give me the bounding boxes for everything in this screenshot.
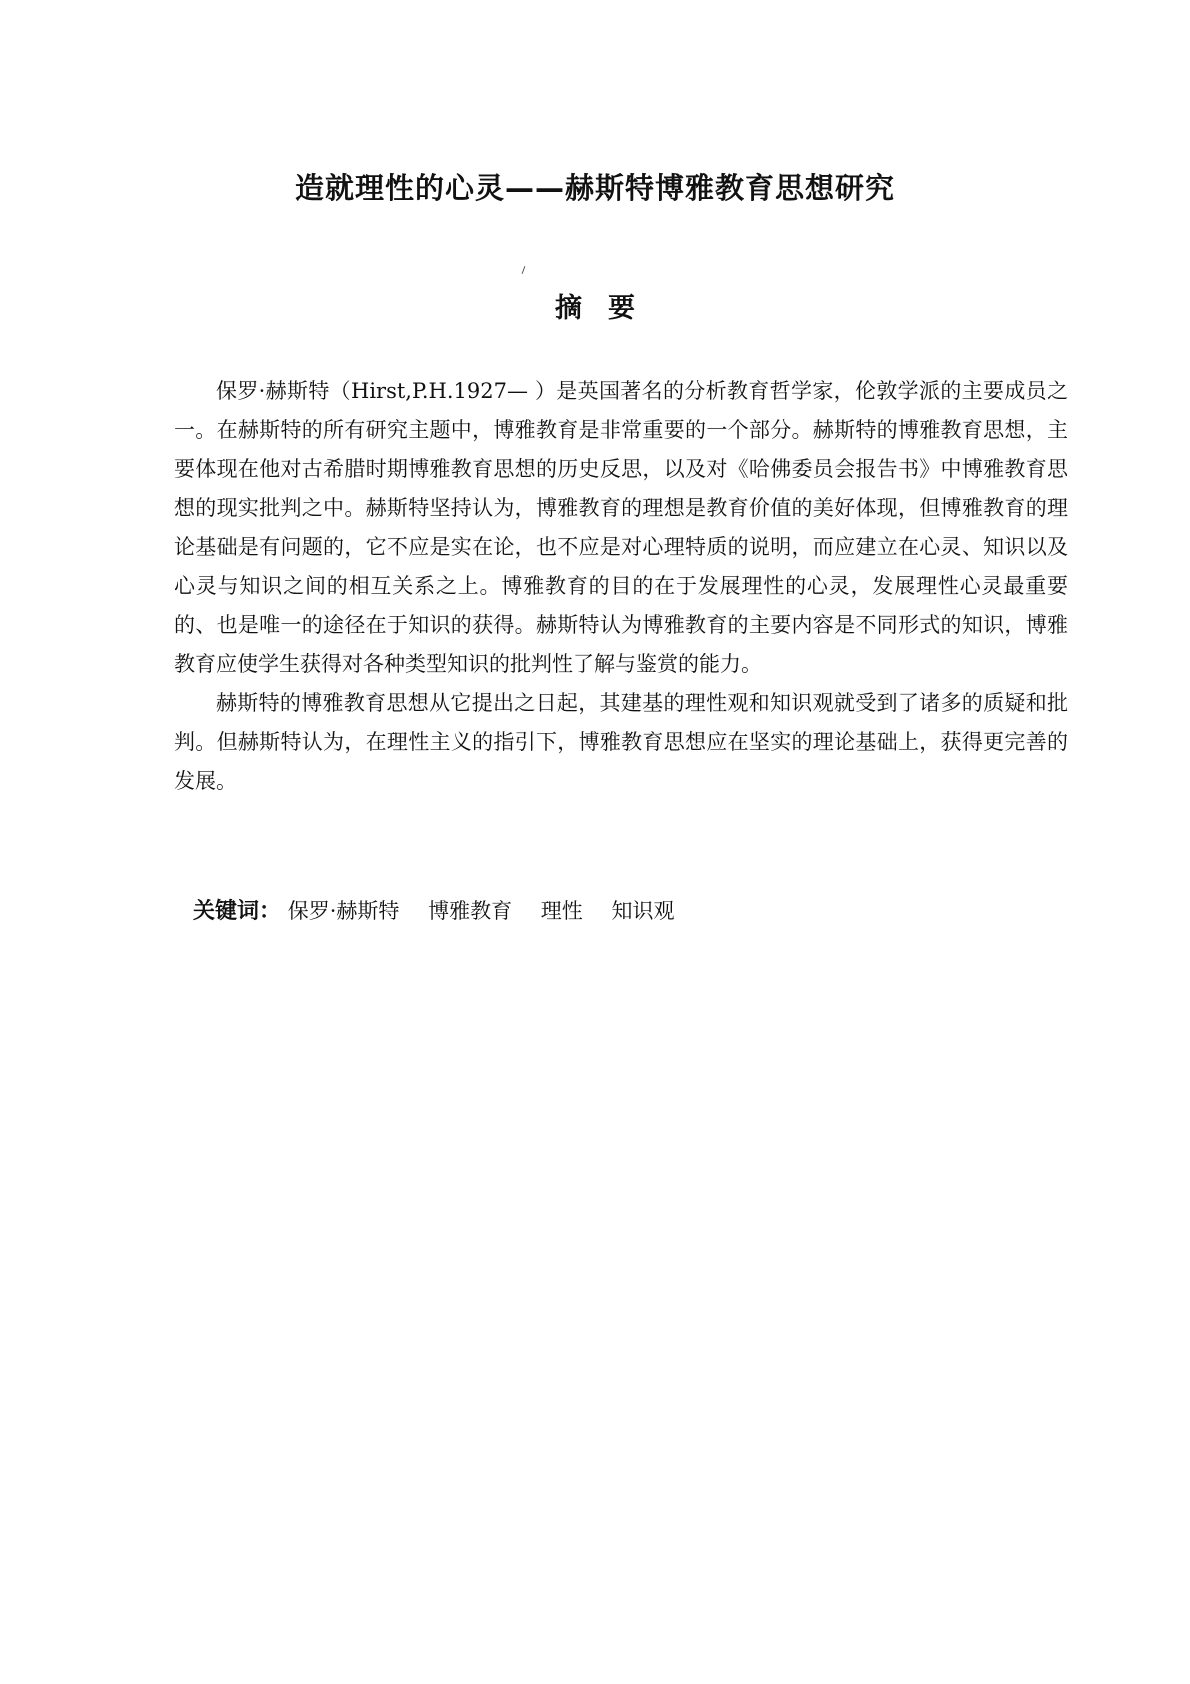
abstract-paragraph-1: 保罗·赫斯特（Hirst,P.H.1927— ）是英国著名的分析教育哲学家，伦敦学派的主要成员之一。在赫斯特的所有研究主题中，博雅教育是非常重要的一个部分。赫斯特的博雅教育思想，主要体现在他对古希腊时期博雅教育思想的历史反思，以及对《哈佛委员会报告书》中博雅教育思想的现实批判之中。赫斯特坚持认为，博雅教育的理想是教育价值的美好体现，但博雅教育的理论基础是有问题的，它不应是实在论，也不应是对心理特质的说明，而应建立在心灵、知识以及心灵与知识之间的相互关系之上。博雅教育的目的在于发展理性的心灵，发展理性心灵最重要的、也是唯一的途径在于知识的获得。赫斯特认为博雅教育的主要内容是不同形式的知识，博雅教育应使学生获得对各种类型知识的批判性了解与鉴赏的能力。 <box>174 379 1068 676</box>
keyword-item: 理性 <box>540 899 583 923</box>
keyword-item: 知识观 <box>611 899 675 923</box>
keyword-item: 保罗·赫斯特 <box>287 899 400 923</box>
abstract-heading: 摘要 <box>555 293 661 324</box>
keywords-label: 关键词： <box>193 899 282 924</box>
keyword-item: 博雅教育 <box>428 899 513 923</box>
abstract-body <box>174 372 1068 801</box>
document-title: 造就理性的心灵——赫斯特博雅教育思想研究 <box>294 171 895 205</box>
keywords-line <box>193 894 696 929</box>
scan-mark <box>522 266 526 274</box>
abstract-paragraph-2: 赫斯特的博雅教育思想从它提出之日起，其建基的理性观和知识观就受到了诸多的质疑和批判。但赫斯特认为，在理性主义的指引下，博雅教育思想应在坚实的理论基础上，获得更完善的发展。 <box>174 691 1068 793</box>
